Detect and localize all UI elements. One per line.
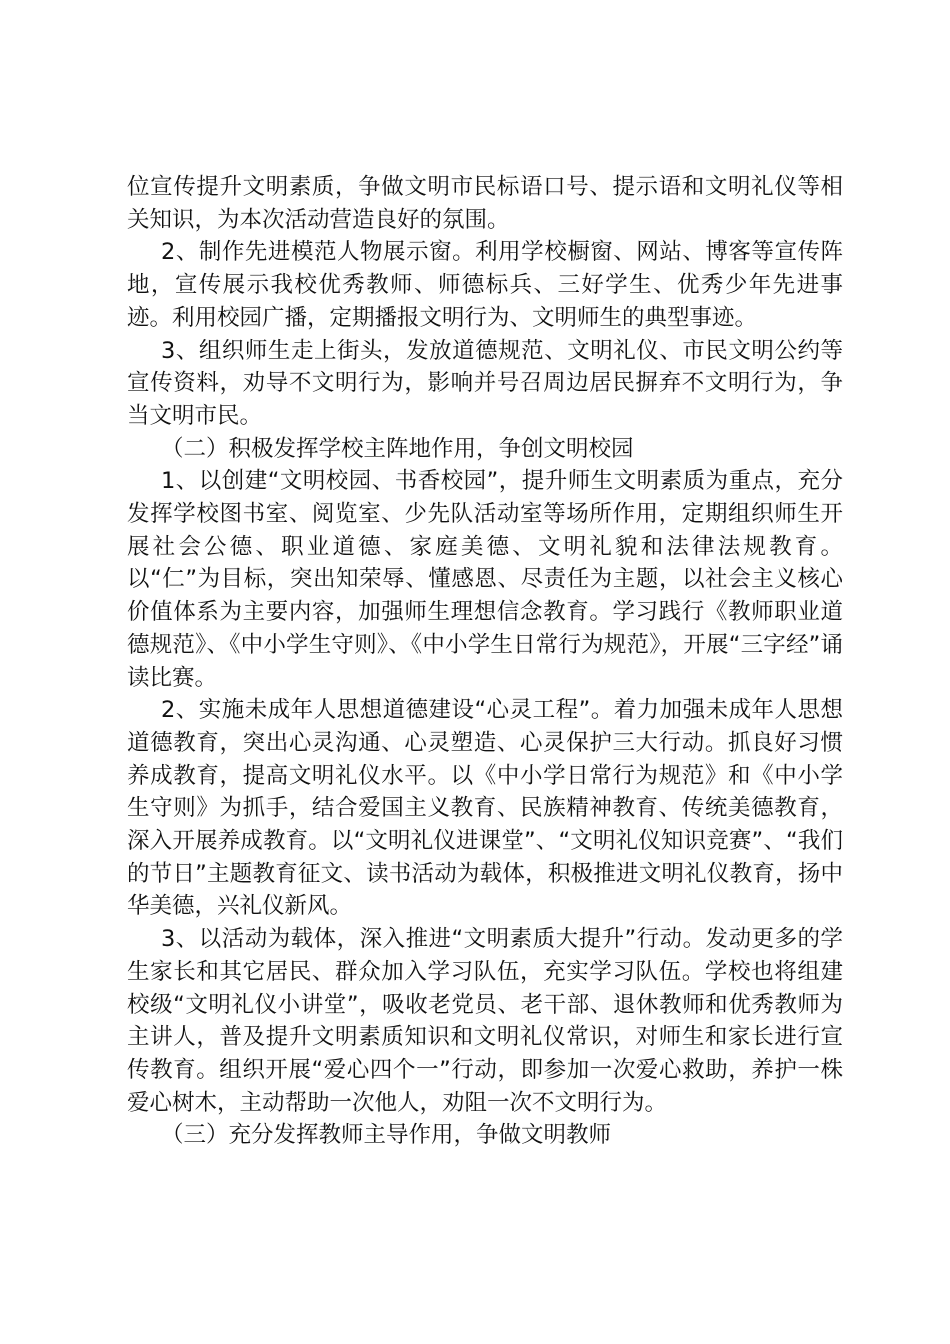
paragraph-section2-item-1: 1、以创建“文明校园、书香校园”，提升师生文明素质为重点，充分发挥学校图书室、阅览室、少先队活动室等场所作用，定期组织师生开展社会公德、职业道德、家庭美德、文明礼貌和法律法规教育。以“仁”为目标，突出知荣辱、懂感恩、尽责任为主题，以社会主义核心价值体系为主要内容，加强师生理想信念教育。学习践行《教师职业道德规范》、《中小学生守则》、《中小学生日常行为规范》，开展“三字经”诵读比赛。 bbox=[127, 468, 843, 691]
paragraph-item-3: 3、组织师生走上街头，发放道德规范、文明礼仪、市民文明公约等宣传资料，劝导不文明行为，影响并号召周边居民摒弃不文明行为，争当文明市民。 bbox=[127, 337, 843, 429]
paragraph-section2-item-3: 3、以活动为载体，深入推进“文明素质大提升”行动。发动更多的学生家长和其它居民、群众加入学习队伍，充实学习队伍。学校也将组建校级“文明礼仪小讲堂”，吸收老党员、老干部、退休教师和优秀教师为主讲人，普及提升文明素质知识和文明礼仪常识，对师生和家长进行宣传教育。组织开展“爱心四个一”行动，即参加一次爱心救助，养护一株爱心树木，主动帮助一次他人，劝阻一次不文明行为。 bbox=[127, 926, 843, 1116]
section-heading-2: （二）积极发挥学校主阵地作用，争创文明校园 bbox=[161, 435, 634, 462]
paragraph-continuation: 位宣传提升文明素质，争做文明市民标语口号、提示语和文明礼仪等相关知识，为本次活动营造良好的氛围。 bbox=[127, 174, 843, 233]
section-heading-3: （三）充分发挥教师主导作用，争做文明教师 bbox=[161, 1122, 612, 1149]
paragraph-item-2: 2、制作先进模范人物展示窗。利用学校橱窗、网站、博客等宣传阵地，宣传展示我校优秀教师、师德标兵、三好学生、优秀少年先进事迹。利用校园广播，定期播报文明行为、文明师生的典型事迹。 bbox=[127, 239, 843, 331]
paragraph-section2-item-2: 2、实施未成年人思想道德建设“心灵工程”。着力加强未成年人思想道德教育，突出心灵沟通、心灵塑造、心灵保护三大行动。抓良好习惯养成教育，提高文明礼仪水平。以《中小学日常行为规范》和《中小学生守则》为抓手，结合爱国主义教育、民族精神教育、传统美德教育，深入开展养成教育。以“文明礼仪进课堂”、“文明礼仪知识竞赛”、“我们的节日”主题教育征文、读书活动为载体，积极推进文明礼仪教育，扬中华美德，兴礼仪新风。 bbox=[127, 697, 843, 920]
document-body bbox=[127, 171, 843, 1152]
